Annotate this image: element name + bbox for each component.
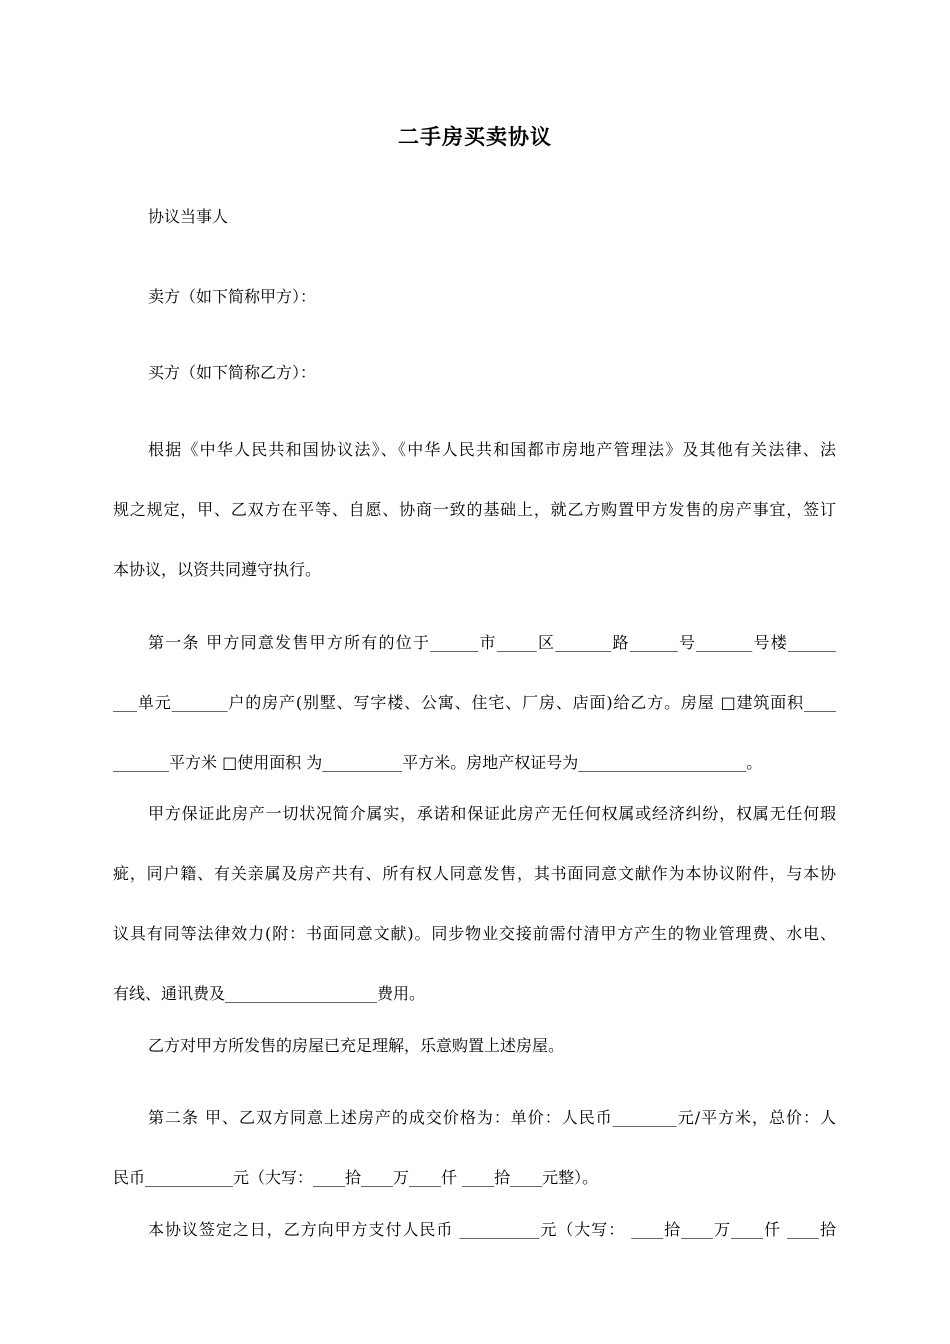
buyer-line: 买方（如下简称乙方）： (148, 363, 317, 382)
article-1-line-1: 第一条 甲方同意发售甲方所有的位于______市_____区_______路______号_______号楼______ (148, 633, 836, 652)
preamble-line-2: 规之规定，甲、乙双方在平等、自愿、协商一致的基础上，就乙方购置甲方发售的房产事宜，签订 (113, 500, 836, 519)
warranty-line-3: 议具有同等法律效力(附：书面同意文献)。同步物业交接前需付清甲方产生的物业管理费、水电、 (113, 924, 836, 943)
article-2-line-2: 民币___________元（大写：____拾____万____仟 ____拾____元整）。 (113, 1168, 599, 1187)
article-1-line-3: _______平方米 □使用面积 为__________平方米。房地产权证号为_____________________。 (113, 753, 763, 772)
preamble-line-1: 根据《中华人民共和国协议法》、《中华人民共和国都市房地产管理法》及其他有关法律、法 (148, 440, 836, 459)
warranty-line-1: 甲方保证此房产一切状况简介属实，承诺和保证此房产无任何权属或经济纠纷，权属无任何瑕 (148, 804, 836, 823)
seller-line: 卖方（如下简称甲方）： (148, 287, 317, 306)
warranty-line-2: 疵，同户籍、有关亲属及房产共有、所有权人同意发售，其书面同意文献作为本协议附件，与本协 (113, 864, 836, 883)
payment-line-1: 本协议签定之日，乙方向甲方支付人民币 __________元（大写： ____拾____万____仟 ____拾 (148, 1220, 836, 1239)
article-2-line-1: 第二条 甲、乙双方同意上述房产的成交价格为：单价：人民币________元/平方米，总价：人 (148, 1108, 836, 1127)
article-1-line-2: ___单元_______户的房产(别墅、写字楼、公寓、住宅、厂房、店面)给乙方。房屋 □建筑面积____ (113, 693, 836, 712)
buyer-acknowledgement: 乙方对甲方所发售的房屋已充足理解，乐意购置上述房屋。 (148, 1036, 565, 1055)
document-title: 二手房买卖协议 (398, 124, 552, 149)
preamble-line-3: 本协议，以资共同遵守执行。 (113, 560, 322, 579)
parties-heading: 协议当事人 (148, 207, 229, 226)
warranty-line-4: 有线、通讯费及___________________费用。 (113, 984, 426, 1003)
